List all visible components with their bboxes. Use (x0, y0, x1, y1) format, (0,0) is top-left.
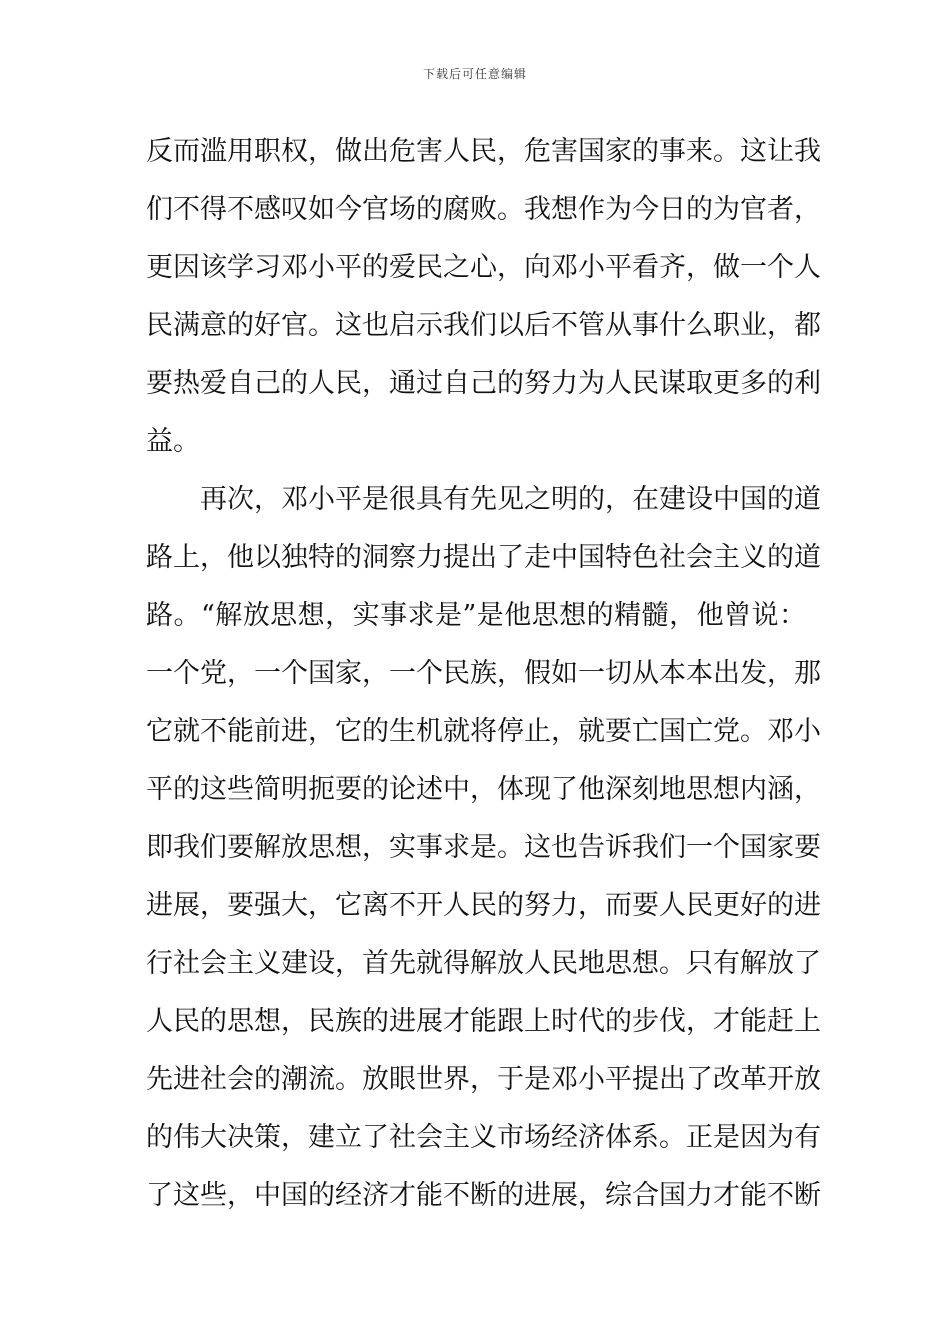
text-line: 要热爱自己的人民，通过自己的努力为人民谋取更多的利 (146, 368, 821, 399)
text-line: 们不得不感叹如今官场的腐败。我想作为今日的为官者， (146, 194, 821, 225)
text-line: 路。“解放思想，实事求是”是他思想的精髓，他曾说： (146, 600, 806, 631)
text-line: 行社会主义建设，首先就得解放人民地思想。只有解放了 (146, 948, 821, 979)
text-line-paragraph-start: 再次，邓小平是很具有先见之明的，在建设中国的道 (200, 484, 821, 515)
text-line: 人民的思想，民族的进展才能跟上时代的步伐，才能赶上 (146, 1006, 821, 1037)
text-line: 即我们要解放思想，实事求是。这也告诉我们一个国家要 (146, 832, 821, 863)
text-line: 先进社会的潮流。放眼世界，于是邓小平提出了改革开放 (146, 1064, 821, 1095)
text-line: 它就不能前进，它的生机就将停止，就要亡国亡党。邓小 (146, 716, 821, 747)
page-header-note: 下载后可任意编辑 (422, 67, 527, 81)
text-line: 的伟大决策，建立了社会主义市场经济体系。正是因为有 (146, 1122, 821, 1153)
text-line: 一个党，一个国家，一个民族，假如一切从本本出发，那 (146, 658, 821, 689)
text-line: 了这些，中国的经济才能不断的进展，综合国力才能不断 (146, 1180, 821, 1211)
text-line: 路上，他以独特的洞察力提出了走中国特色社会主义的道 (146, 542, 821, 573)
text-line: 进展，要强大，它离不开人民的努力，而要人民更好的进 (146, 890, 821, 921)
text-line: 反而滥用职权，做出危害人民，危害国家的事来。这让我 (146, 136, 821, 167)
document-body (146, 132, 821, 1234)
text-line: 民满意的好官。这也启示我们以后不管从事什么职业，都 (146, 310, 821, 341)
text-line: 益。 (146, 426, 200, 457)
text-line: 平的这些简明扼要的论述中，体现了他深刻地思想内涵， (146, 774, 821, 805)
text-line: 更因该学习邓小平的爱民之心，向邓小平看齐，做一个人 (146, 252, 821, 283)
